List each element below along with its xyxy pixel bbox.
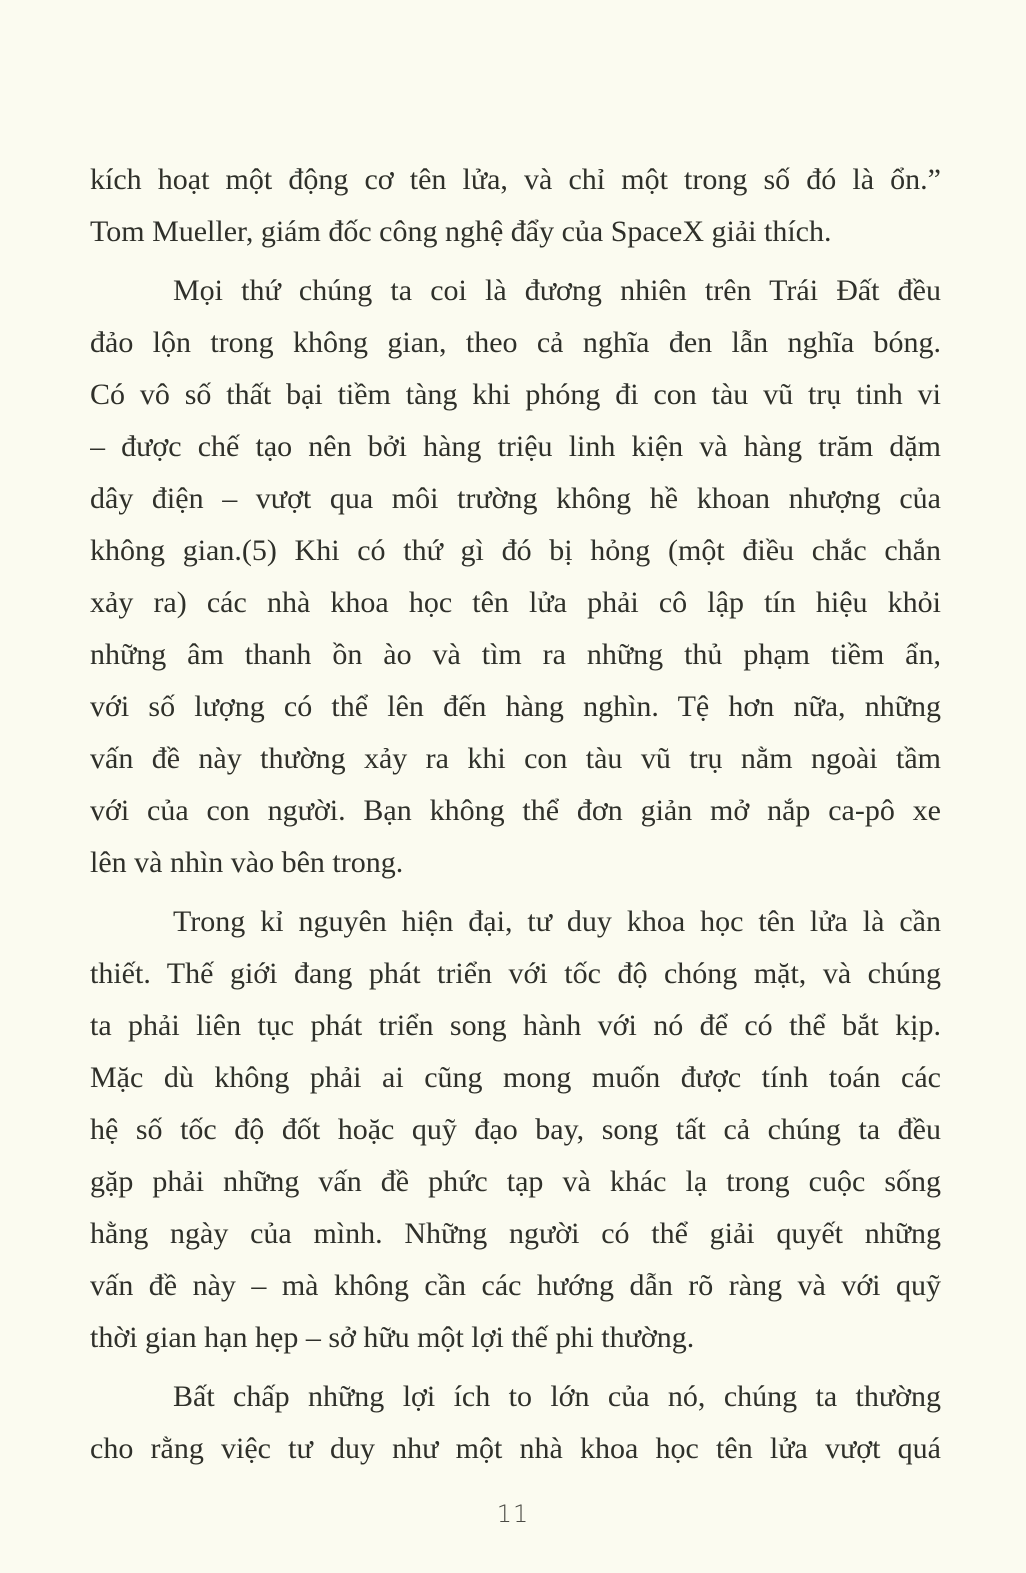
text-line: với số lượng có thể lên đến hàng nghìn. Tệ hơn nữa, những <box>90 690 941 723</box>
text-line: lên và nhìn vào bên trong. <box>90 846 404 879</box>
book-page-body <box>90 154 941 1475</box>
text-line: thiết. Thế giới đang phát triển với tốc độ chóng mặt, và chúng <box>90 957 941 990</box>
text-line: – được chế tạo nên bởi hàng triệu linh kiện và hàng trăm dặm <box>90 430 941 463</box>
text-line: Trong kỉ nguyên hiện đại, tư duy khoa học tên lửa là cần <box>173 905 941 938</box>
text-line: thời gian hạn hẹp – sở hữu một lợi thế phi thường. <box>90 1321 695 1354</box>
paragraph <box>90 154 941 258</box>
text-line: Có vô số thất bại tiềm tàng khi phóng đi con tàu vũ trụ tinh vi <box>90 378 941 411</box>
text-line: cho rằng việc tư duy như một nhà khoa học tên lửa vượt quá <box>90 1432 941 1465</box>
text-line: Tom Mueller, giám đốc công nghệ đẩy của SpaceX giải thích. <box>90 215 832 248</box>
text-line: gặp phải những vấn đề phức tạp và khác lạ trong cuộc sống <box>90 1165 941 1198</box>
text-line: Mặc dù không phải ai cũng mong muốn được tính toán các <box>90 1061 941 1094</box>
page-number: 11 <box>496 1500 530 1528</box>
text-line: kích hoạt một động cơ tên lửa, và chỉ một trong số đó là ổn.” <box>90 163 941 196</box>
paragraph <box>90 265 941 889</box>
text-line: vấn đề này thường xảy ra khi con tàu vũ trụ nằm ngoài tầm <box>90 742 941 775</box>
paragraph <box>90 1371 941 1475</box>
paragraph <box>90 896 941 1364</box>
text-line: vấn đề này – mà không cần các hướng dẫn rõ ràng và với quỹ <box>90 1269 941 1302</box>
text-line: dây điện – vượt qua môi trường không hề khoan nhượng của <box>90 482 941 515</box>
text-line: đảo lộn trong không gian, theo cả nghĩa đen lẫn nghĩa bóng. <box>90 326 941 359</box>
text-line: Bất chấp những lợi ích to lớn của nó, chúng ta thường <box>173 1380 941 1413</box>
text-line: hằng ngày của mình. Những người có thể giải quyết những <box>90 1217 941 1250</box>
text-line: Mọi thứ chúng ta coi là đương nhiên trên Trái Đất đều <box>173 274 941 307</box>
text-line: hệ số tốc độ đốt hoặc quỹ đạo bay, song tất cả chúng ta đều <box>90 1113 941 1146</box>
text-line: xảy ra) các nhà khoa học tên lửa phải cô lập tín hiệu khỏi <box>90 586 941 619</box>
text-line: những âm thanh ồn ào và tìm ra những thủ phạm tiềm ẩn, <box>90 638 941 671</box>
text-line: ta phải liên tục phát triển song hành với nó để có thể bắt kịp. <box>90 1009 941 1042</box>
text-line: không gian.(5) Khi có thứ gì đó bị hỏng (một điều chắc chắn <box>90 534 941 567</box>
text-line: với của con người. Bạn không thể đơn giản mở nắp ca-pô xe <box>90 794 941 827</box>
